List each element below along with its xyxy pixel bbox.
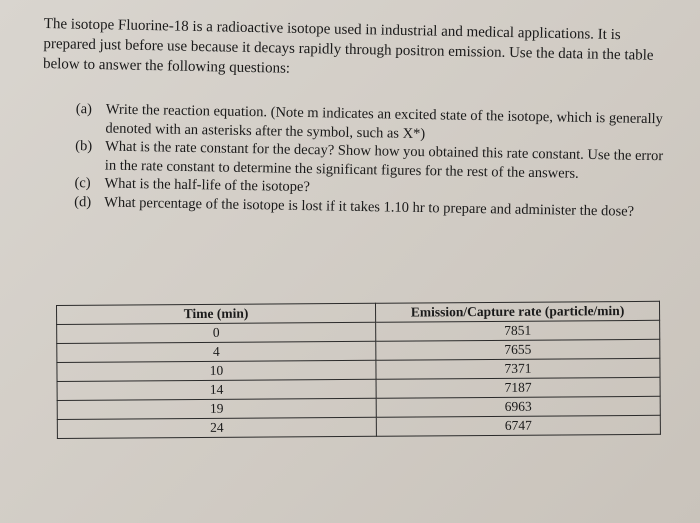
header-time: Time (min) xyxy=(57,303,376,324)
question-text: What percentage of the isotope is lost if it takes 1.10 hr to prepare and administer the dose? xyxy=(104,194,635,220)
cell-time: 19 xyxy=(57,398,376,419)
intro-paragraph: The isotope Fluorine-18 is a radioactive isotope used in industrial and medical applications. It is prepared just before use because it decays rapidly through positron emission. Use the data in the table below to answer the following questions: xyxy=(42,15,654,77)
cell-time: 14 xyxy=(57,379,376,400)
cell-rate: 6963 xyxy=(376,396,660,417)
cell-time: 0 xyxy=(57,322,376,343)
question-text: What is the rate constant for the decay? Show how you obtained this rate constant. Use the error in the rate constant to determine the significant figures for the rest of the answers. xyxy=(104,138,664,182)
cell-rate: 7851 xyxy=(376,320,660,341)
question-letter: (b) xyxy=(75,137,93,155)
question-text: What is the half-life of the isotope? xyxy=(104,175,310,196)
cell-time: 4 xyxy=(57,341,376,362)
cell-rate: 7655 xyxy=(376,339,660,360)
data-table-container xyxy=(56,301,661,439)
cell-time: 10 xyxy=(57,360,376,381)
cell-time: 24 xyxy=(57,417,376,438)
question-text: Write the reaction equation. (Note m indicates an excited state of the isotope, which is generally denoted with an asterisks after the symbol, such as X*) xyxy=(105,101,663,142)
cell-rate: 7187 xyxy=(376,377,660,398)
question-letter: (a) xyxy=(75,100,93,118)
decay-data-table xyxy=(56,301,661,439)
cell-rate: 6747 xyxy=(376,415,660,436)
cell-rate: 7371 xyxy=(376,358,660,379)
header-rate: Emission/Capture rate (particle/min) xyxy=(375,301,659,322)
question-list xyxy=(74,100,676,221)
question-letter: (c) xyxy=(74,174,91,192)
question-letter: (d) xyxy=(74,193,92,210)
table-row xyxy=(57,415,660,438)
